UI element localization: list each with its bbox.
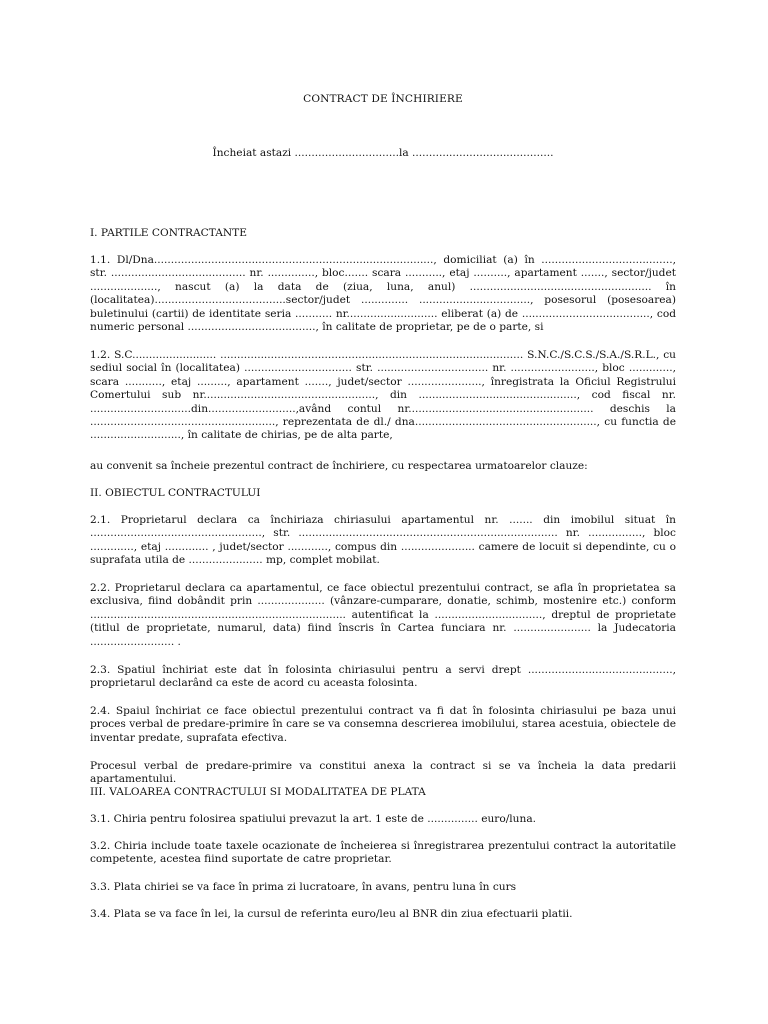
document-title: CONTRACT DE ÎNCHIRIERE: [303, 93, 463, 105]
paragraph-2-1: 2.1. Proprietarul declara ca închiriaza chiriasului apartamentul nr. ....... din imobilul situat în ..................................................., str. ............................................................................. nr. ................, bloc ............., etaj ............. , judet/sector ............, compus din ...................... camere de locuit si dependinte, cu o suprafata utila de ...................... mp, complet mobilat.: [90, 514, 676, 567]
date-line: Încheiat astazi ...............................la ..........................................: [212, 147, 554, 159]
section-heading-object: II. OBIECTUL CONTRACTULUI: [90, 487, 261, 499]
paragraph-2-3: 2.3. Spatiul închiriat este dat în folosinta chiriasului pentru a servi drept ..........................................., proprietarul declarând ca este de acord cu aceasta folosinta.: [90, 664, 676, 690]
paragraph-clauses-intro: au convenit sa încheie prezentul contract de închiriere, cu respectarea urmatoarelor clauze:: [90, 460, 588, 472]
paragraph-3-4: 3.4. Plata se va face în lei, la cursul de referinta euro/leu al BNR din ziua efectuarii platii.: [90, 908, 573, 920]
paragraph-3-1: 3.1. Chiria pentru folosirea spatiului prevazut la art. 1 este de ............... euro/luna.: [90, 813, 537, 825]
paragraph-2-2: 2.2. Proprietarul declara ca apartamentul, ce face obiectul prezentului contract, se afla în proprietatea sa exclusiva, fiind dobândit prin .................... (vânzare-cumparare, donatie, schimb, mostenire etc.) conform ............................................................................ autentificat la ................................, dreptul de proprietate (titlul de proprietate, numarul, data) fiind înscris în Cartea funciara nr. ....................... la Judecatoria ......................... .: [90, 582, 676, 648]
paragraph-3-2: 3.2. Chiria include toate taxele ocazionate de încheierea si înregistrarea prezentului contract la autoritatile competente, acestea fiind suportate de catre proprietar.: [90, 840, 676, 866]
section-heading-parties: I. PARTILE CONTRACTANTE: [90, 227, 247, 239]
section-heading-value: III. VALOAREA CONTRACTULUI SI MODALITATEA DE PLATA: [90, 786, 426, 798]
paragraph-handover: Procesul verbal de predare-primire va constitui anexa la contract si se va încheia la data predarii apartamentului.: [90, 760, 676, 786]
paragraph-1-1: 1.1. Dl/Dna..................................................................................., domiciliat (a) în ......................................., str. ........................................ nr. .............., bloc....... scara ..........., etaj .........., apartament ......., sector/judet ...................., nascut (a) la data de (ziua, luna, anul) ...................................................... în (localitatea).......................................sector/judet .............. ................................., posesorul (posesoarea) buletinului (cartii) de identitate seria ........... nr........................... eliberat (a) de ......................................, cod numeric personal ......................................, în calitate de proprietar, pe de o parte, si: [90, 254, 676, 334]
paragraph-2-4: 2.4. Spaiul închiriat ce face obiectul prezentului contract va fi dat în folosinta chiriasului pe baza unui proces verbal de predare-primire în care se va consemna descrierea imobilului, starea acestuia, obiectele de inventar predate, suprafata efectiva.: [90, 705, 676, 744]
paragraph-1-2: 1.2. S.C......................... .......................................................................................... S.N.C./S.C.S./S.A./S.R.L., cu sediul social în (localitatea) ................................ str. ................................. nr. ........................., bloc ............., scara ..........., etaj ........., apartament ......., judet/sector ......................, înregistrata la Oficiul Registrului Comertului sub nr..................................................., din ..............................................., cod fiscal nr. ..............................din..........................,având contul nr....................................................... deschis la ......................................................., reprezentata de dl./ dna......................................................, cu functia de ..........................., în calitate de chirias, pe de alta parte,: [90, 349, 676, 442]
paragraph-3-3: 3.3. Plata chiriei se va face în prima zi lucratoare, în avans, pentru luna în curs: [90, 881, 517, 893]
